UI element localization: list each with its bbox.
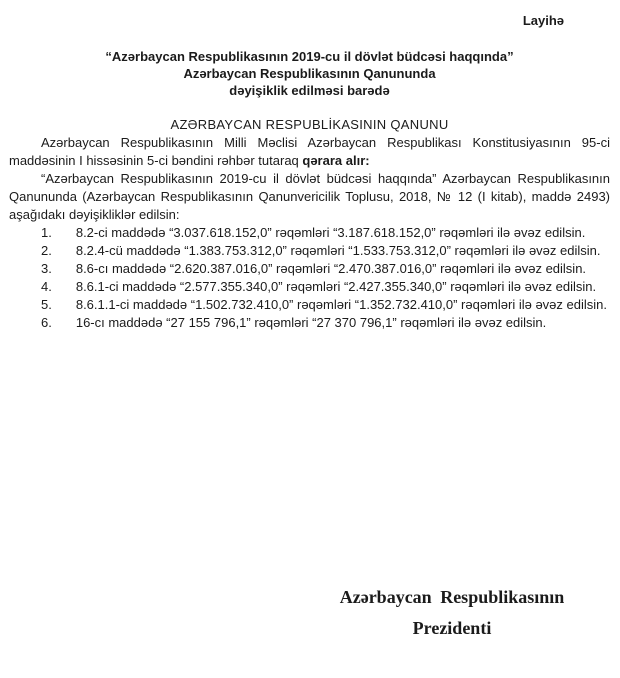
signature-line-2: Prezidenti — [412, 618, 492, 638]
amendment-item-3 — [9, 260, 610, 278]
item-text: 8.2.4-cü maddədə “1.383.753.312,0” rəqəmləri “1.533.753.312,0” rəqəmləri ilə əvəz edilsin. — [75, 243, 601, 258]
law-heading: AZƏRBAYCAN RESPUBLİKASININ QANUNU — [170, 117, 449, 132]
document-title — [9, 48, 610, 99]
item-text: 8.6-cı maddədə “2.620.387.016,0” rəqəmləri “2.470.387.016,0” rəqəmləri ilə əvəz edilsin. — [75, 261, 587, 276]
item-number: 3. — [41, 261, 52, 276]
signature-line-1: Azərbaycan Respublikasının — [339, 587, 565, 607]
item-text: 8.6.1-ci maddədə “2.577.355.340,0” rəqəmləri “2.427.355.340,0” rəqəmləri ilə əvəz edilsin. — [75, 279, 597, 294]
preamble-decision-bold: qərara alır: — [302, 153, 370, 168]
item-number: 5. — [41, 297, 52, 312]
item-text: 8.6.1.1-ci maddədə “1.502.732.410,0” rəqəmləri “1.352.732.410,0” rəqəmləri ilə əvəz edilsin. — [75, 297, 607, 312]
title-line-2: Azərbaycan Respublikasının Qanununda — [183, 66, 436, 81]
item-number: 1. — [41, 225, 52, 240]
title-line-1: “Azərbaycan Respublikasının 2019-cu il dövlət büdcəsi haqqında” — [105, 49, 514, 64]
amendment-item-2 — [9, 242, 610, 260]
preamble-paragraph — [9, 134, 610, 170]
draft-label: Layihə — [522, 13, 564, 28]
title-line-3: dəyişiklik edilməsi barədə — [229, 83, 390, 98]
signature-block — [302, 582, 602, 644]
preamble-text: Azərbaycan Respublikasının Milli Məclisi Azərbaycan Respublikası Konstitusiyasının 95-ci maddəsinin I hissəsinin 5-ci bəndini rəhbər tutaraq — [9, 135, 610, 168]
amendment-item-5 — [9, 296, 610, 314]
intro-paragraph: “Azərbaycan Respublikasının 2019-cu il dövlət büdcəsi haqqında” Azərbaycan Respublikasının Qanununda (Azərbaycan Respublikasının Qanunvericilik Toplusu, 2018, № 12 (I kitab), maddə 2493) aşağıdakı dəyişikliklər edilsin: — [9, 171, 610, 222]
amendment-item-4 — [9, 278, 610, 296]
amendment-item-1 — [9, 224, 610, 242]
item-text: 8.2-ci maddədə “3.037.618.152,0” rəqəmləri “3.187.618.152,0” rəqəmləri ilə əvəz edilsin. — [75, 225, 586, 240]
item-number: 2. — [41, 243, 52, 258]
amendment-item-6 — [9, 314, 610, 332]
item-number: 6. — [41, 315, 52, 330]
item-text: 16-cı maddədə “27 155 796,1” rəqəmləri “27 370 796,1” rəqəmləri ilə əvəz edilsin. — [75, 315, 547, 330]
item-number: 4. — [41, 279, 52, 294]
